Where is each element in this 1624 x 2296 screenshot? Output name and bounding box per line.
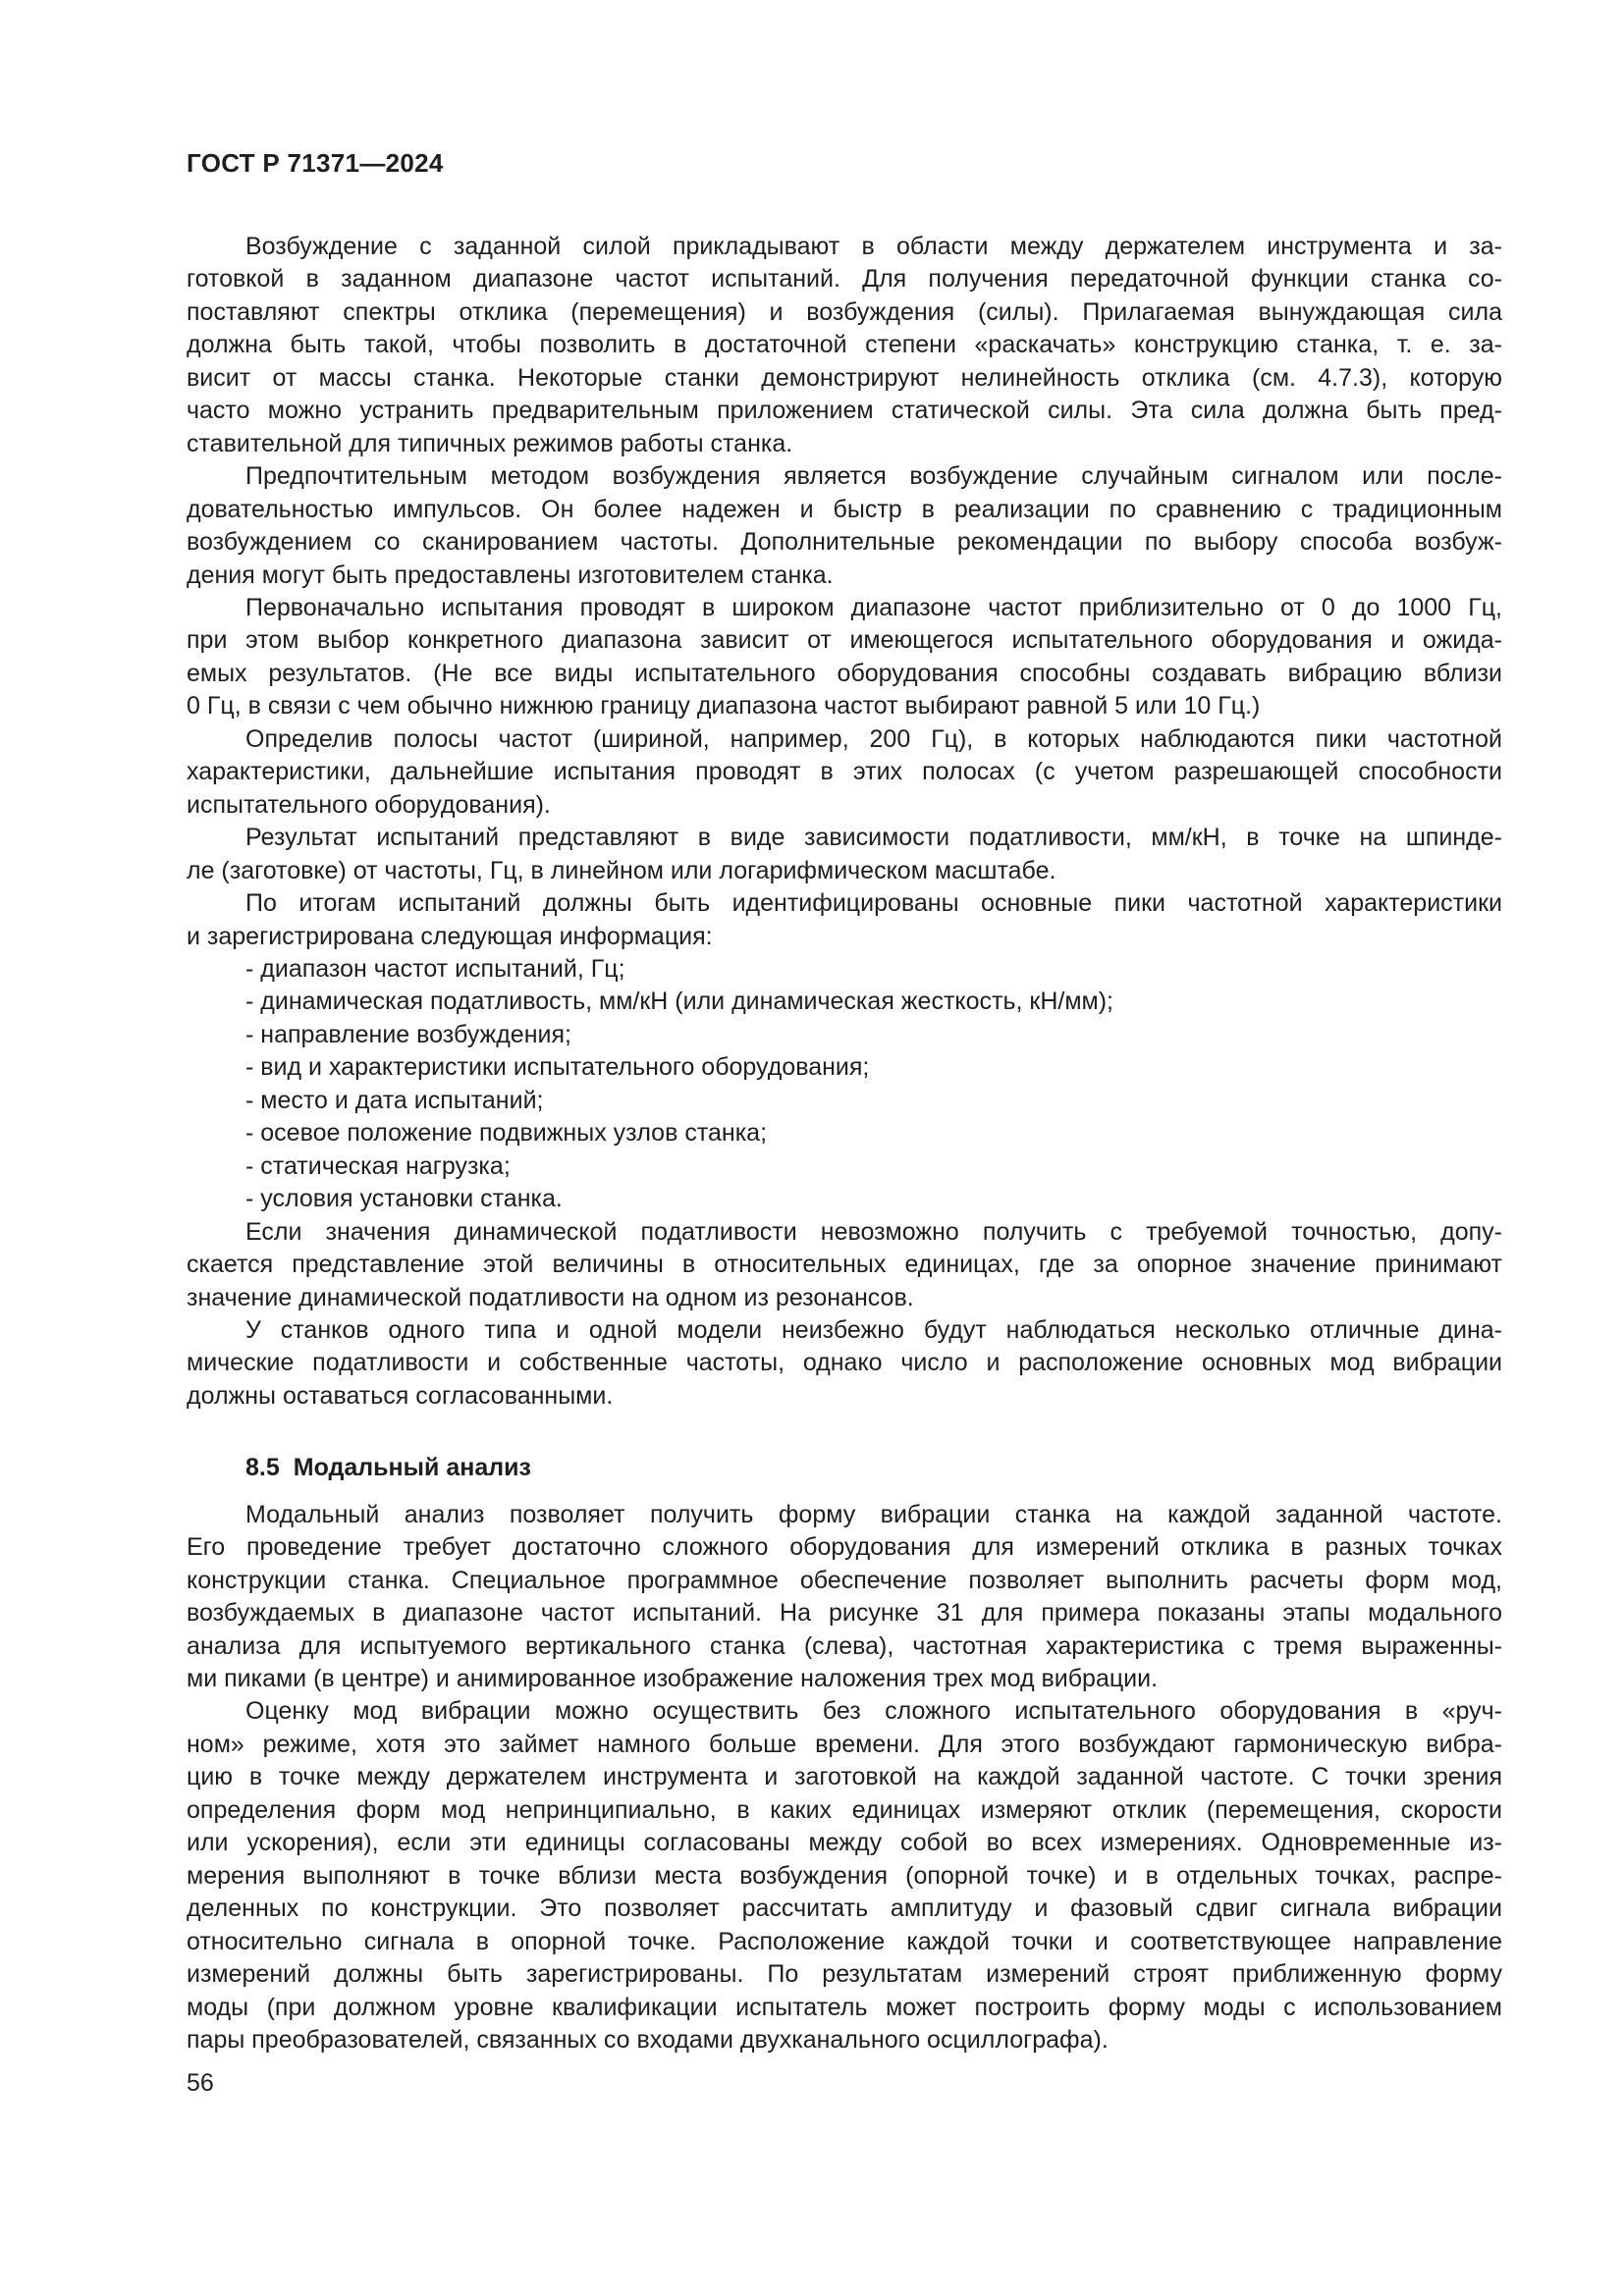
- list-item: - диапазон частот испытаний, Гц;: [245, 954, 625, 983]
- text-line: моды (при должном уровне квалификации испытатель может построить форму моды с использованием: [187, 1993, 1502, 2021]
- paragraph: [187, 231, 1502, 460]
- paragraph: [187, 887, 1502, 953]
- text-line: Предпочтительным методом возбуждения является возбуждение случайным сигналом или после-: [245, 462, 1502, 491]
- text-line: испытательного оборудования).: [187, 790, 551, 819]
- text-line: относительно сигнала в опорной точке. Расположение каждой точки и соответствующее направление: [187, 1927, 1502, 1955]
- text-line: возбуждаемых в диапазоне частот испытаний. На рисунке 31 для примера показаны этапы модального: [187, 1599, 1502, 1628]
- text-line: возбуждением со сканированием частоты. Дополнительные рекомендации по выбору способа возбуж-: [187, 528, 1502, 557]
- text-line: ле (заготовке) от частоты, Гц, в линейном или логарифмическом масштабе.: [187, 856, 1056, 884]
- text-line: должны оставаться согласованными.: [187, 1381, 614, 1410]
- paragraph: [187, 1695, 1502, 2056]
- paragraph: [187, 723, 1502, 822]
- text-line: мерения выполняют в точке вблизи места возбуждения (опорной точке) и в отдельных точках, распре-: [187, 1861, 1502, 1890]
- text-line: конструкции станка. Специальное программное обеспечение позволяет выполнить расчеты форм мод,: [187, 1566, 1502, 1594]
- text-line: Первоначально испытания проводят в широком диапазоне частот приблизительно от 0 до 1000 Гц,: [245, 593, 1502, 621]
- text-line: часто можно устранить предварительным приложением статической силы. Эта сила должна быть пред-: [187, 397, 1502, 425]
- text-line: поставляют спектры отклика (перемещения) и возбуждения (силы). Прилагаемая вынуждающая сила: [187, 297, 1502, 326]
- paragraph: [187, 592, 1502, 723]
- text-line: Если значения динамической податливости невозможно получить с требуемой точностью, допу-: [245, 1217, 1502, 1246]
- text-line: емых результатов. (Не все виды испытательного оборудования способны создавать вибрацию вблизи: [187, 659, 1502, 687]
- document-body: [187, 231, 1502, 2056]
- text-line: Оценку мод вибрации можно осуществить без сложного испытательного оборудования в «руч-: [245, 1697, 1502, 1726]
- text-line: Модальный анализ позволяет получить форму вибрации станка на каждой заданной частоте.: [245, 1500, 1502, 1528]
- paragraph: [187, 460, 1502, 592]
- list-item: - направление возбуждения;: [245, 1020, 571, 1048]
- text-line: Его проведение требует достаточно сложного оборудования для измерений отклика в разных точках: [187, 1533, 1502, 1562]
- text-line: довательностью импульсов. Он более надежен и быстр в реализации по сравнению с традиционным: [187, 495, 1502, 523]
- text-line: скается представление этой величины в относительных единицах, где за опорное значение принимают: [187, 1251, 1502, 1279]
- list-item: - динамическая податливость, мм/кН (или динамическая жесткость, кН/мм);: [245, 988, 1113, 1016]
- text-line: 0 Гц, в связи с чем обычно нижнюю границу диапазона частот выбирают равной 5 или 10 Гц.): [187, 692, 1261, 721]
- list-item: - условия установки станка.: [245, 1185, 563, 1213]
- paragraph: [187, 1499, 1502, 1696]
- section-heading: [187, 1452, 1502, 1484]
- list-item: - место и дата испытаний;: [245, 1086, 544, 1114]
- section-number: 8.5: [245, 1454, 280, 1482]
- list-item: - статическая нагрузка;: [245, 1151, 511, 1180]
- text-line: ми пиками (в центре) и анимированное изображение наложения трех мод вибрации.: [187, 1665, 1159, 1693]
- text-line: Определив полосы частот (шириной, например, 200 Гц), в которых наблюдаются пики частотной: [245, 724, 1502, 753]
- document-code: ГОСТ Р 71371—2024: [187, 148, 444, 178]
- text-line: Возбуждение с заданной силой прикладывают в области между держателем инструмента и за-: [245, 233, 1502, 260]
- text-line: висит от массы станка. Некоторые станки демонстрируют нелинейность отклика (см. 4.7.3), которую: [187, 363, 1502, 392]
- text-line: ставительной для типичных режимов работы станка.: [187, 429, 793, 457]
- text-line: У станков одного типа и одной модели неизбежно будут наблюдаться несколько отличные дина-: [245, 1315, 1502, 1344]
- list-item: - осевое положение подвижных узлов станка;: [245, 1119, 768, 1148]
- text-line: Результат испытаний представляют в виде зависимости податливости, мм/кН, в точке на шпинде-: [245, 824, 1502, 852]
- text-line: мические податливости и собственные частоты, однако число и расположение основных мод вибрации: [187, 1349, 1502, 1377]
- text-line: или ускорения), если эти единицы согласованы между собой во всех измерениях. Одновременные из-: [187, 1829, 1502, 1857]
- text-line: ном» режиме, хотя это займет намного больше времени. Для этого возбуждают гармоническую вибра-: [187, 1730, 1502, 1758]
- paragraph: [187, 822, 1502, 887]
- text-line: характеристики, дальнейшие испытания проводят в этих полосах (с учетом разрешающей способности: [187, 758, 1502, 786]
- section-title: Модальный анализ: [293, 1454, 531, 1482]
- text-line: готовкой в заданном диапазоне частот испытаний. Для получения передаточной функции станка со-: [187, 265, 1502, 294]
- list-item: - вид и характеристики испытательного оборудования;: [245, 1053, 870, 1082]
- paragraph: [187, 1314, 1502, 1413]
- text-line: пары преобразователей, связанных со входами двухканального осциллографа).: [187, 2026, 1109, 2055]
- text-line: должна быть такой, чтобы позволить в достаточной степени «раскачать» конструкцию станка, т. е. за-: [187, 331, 1502, 359]
- paragraph: [187, 1216, 1502, 1314]
- text-line: определения форм мод непринципиально, в каких единицах измеряют отклик (перемещения, скорости: [187, 1795, 1502, 1824]
- page-number: 56: [187, 2069, 214, 2097]
- bullet-list: [187, 953, 1502, 1216]
- text-line: По итогам испытаний должны быть идентифицированы основные пики частотной характеристики: [245, 889, 1502, 918]
- text-line: деленных по конструкции. Это позволяет рассчитать амплитуду и фазовый сдвиг сигнала вибрации: [187, 1895, 1502, 1923]
- text-line: при этом выбор конкретного диапазона зависит от имеющегося испытательного оборудования и ожида-: [187, 626, 1502, 655]
- text-line: измерений должны быть зарегистрированы. По результатам измерений строят приближенную форму: [187, 1960, 1502, 1989]
- text-line: дения могут быть предоставлены изготовителем станка.: [187, 561, 834, 589]
- text-line: цию в точке между держателем инструмента и заготовкой на каждой заданной частоте. С точки зрения: [187, 1763, 1502, 1791]
- text-line: анализа для испытуемого вертикального станка (слева), частотная характеристика с тремя выраженны-: [187, 1631, 1502, 1660]
- text-line: значение динамической податливости на одном из резонансов.: [187, 1283, 914, 1311]
- text-line: и зарегистрирована следующая информация:: [187, 922, 713, 950]
